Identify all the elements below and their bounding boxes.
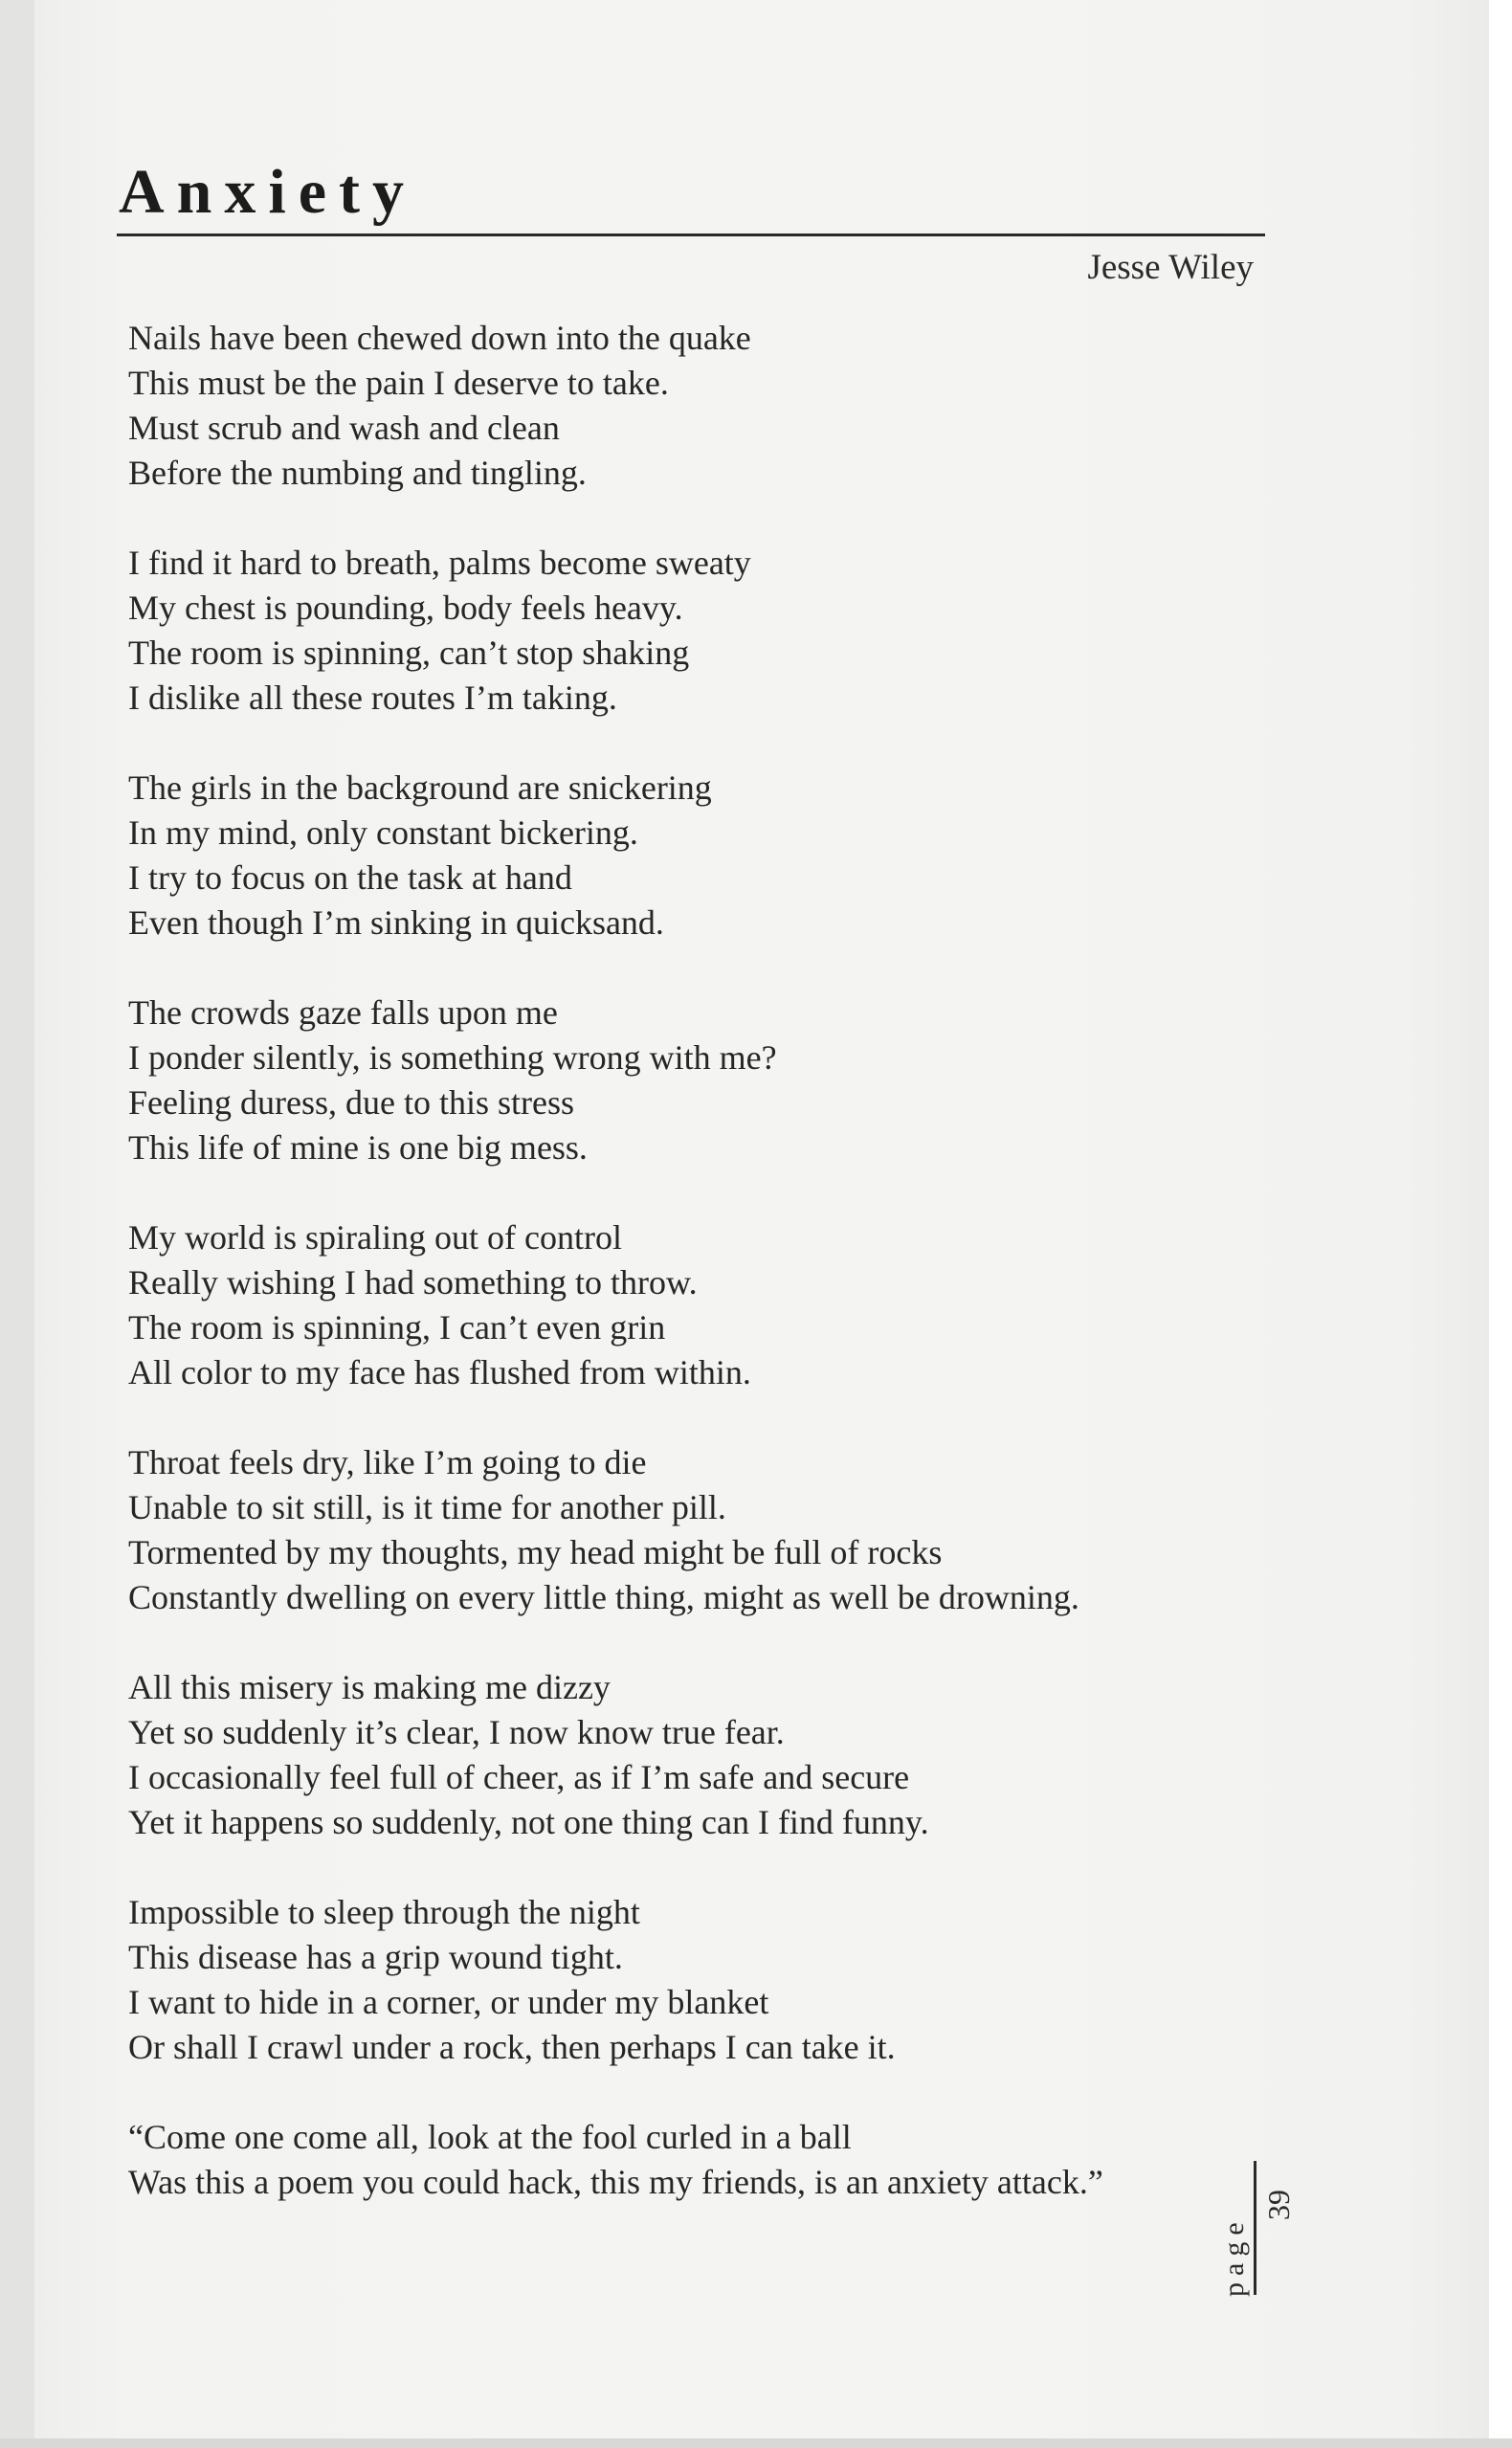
poem-line: I want to hide in a corner, or under my blanket	[128, 1983, 769, 2021]
poem-author: Jesse Wiley	[1087, 248, 1254, 287]
page-edge	[1489, 0, 1512, 2448]
page-label: page	[1218, 2215, 1250, 2297]
poem-line: Before the numbing and tingling.	[128, 454, 587, 492]
page-number: 39	[1261, 2190, 1296, 2220]
poem-line: In my mind, only constant bickering.	[128, 813, 638, 852]
poem-line: Unable to sit still, is it time for another pill.	[128, 1488, 726, 1526]
poem-line: Impossible to sleep through the night	[128, 1893, 640, 1931]
stanza	[128, 2115, 1277, 2205]
stanza	[128, 990, 1277, 1170]
stanza	[128, 541, 1277, 721]
poem-line: I dislike all these routes I’m taking.	[128, 679, 617, 717]
title-underline	[117, 234, 1265, 236]
poem-line: All color to my face has flushed from within.	[128, 1353, 751, 1391]
poem-line: Must scrub and wash and clean	[128, 409, 560, 447]
poem-line: The crowds gaze falls upon me	[128, 993, 558, 1032]
stanza	[128, 1440, 1277, 1620]
poem-line: Nails have been chewed down into the quake	[128, 319, 751, 357]
poem-line: Or shall I crawl under a rock, then perhaps I can take it.	[128, 2028, 896, 2066]
poem-line: My world is spiraling out of control	[128, 1218, 622, 1257]
poem-title: Anxiety	[119, 157, 416, 227]
poem-line: The girls in the background are snickering	[128, 768, 712, 807]
stanza	[128, 766, 1277, 946]
poem-line: I ponder silently, is something wrong with me?	[128, 1038, 777, 1077]
poem-line: Constantly dwelling on every little thing, might as well be drowning.	[128, 1578, 1079, 1616]
stanza	[128, 1890, 1277, 2070]
poem-line: I try to focus on the task at hand	[128, 858, 572, 897]
poem-line: Was this a poem you could hack, this my friends, is an anxiety attack.”	[128, 2163, 1103, 2201]
poem-line: This must be the pain I deserve to take.	[128, 364, 669, 402]
poem-line: Feeling duress, due to this stress	[128, 1083, 574, 1122]
scan-bottom-edge	[0, 2438, 1512, 2448]
poem-line: This life of mine is one big mess.	[128, 1128, 588, 1167]
poem-line: The room is spinning, can’t stop shaking	[128, 634, 690, 672]
stanza	[128, 1665, 1277, 1845]
poem-line: All this misery is making me dizzy	[128, 1668, 611, 1706]
poem-line: Tormented by my thoughts, my head might be full of rocks	[128, 1533, 943, 1571]
poem-line: My chest is pounding, body feels heavy.	[128, 589, 683, 627]
poem-body	[128, 316, 1277, 2250]
poem-line: The room is spinning, I can’t even grin	[128, 1308, 666, 1346]
poem-line: Yet so suddenly it’s clear, I now know true fear.	[128, 1713, 785, 1751]
poem-line: Throat feels dry, like I’m going to die	[128, 1443, 647, 1481]
poem-line: I find it hard to breath, palms become sweaty	[128, 544, 751, 582]
poem-line: This disease has a grip wound tight.	[128, 1938, 623, 1976]
poem-line: Really wishing I had something to throw.	[128, 1263, 698, 1302]
poem-line: “Come one come all, look at the fool curled in a ball	[128, 2118, 852, 2156]
page-footer	[1218, 2157, 1296, 2297]
poem-line: Yet it happens so suddenly, not one thing can I find funny.	[128, 1803, 929, 1841]
stanza	[128, 1215, 1277, 1395]
stanza	[128, 316, 1277, 496]
poem-line: Even though I’m sinking in quicksand.	[128, 903, 664, 942]
poem-line: I occasionally feel full of cheer, as if I’m safe and secure	[128, 1758, 910, 1796]
page-divider	[1254, 2161, 1256, 2295]
